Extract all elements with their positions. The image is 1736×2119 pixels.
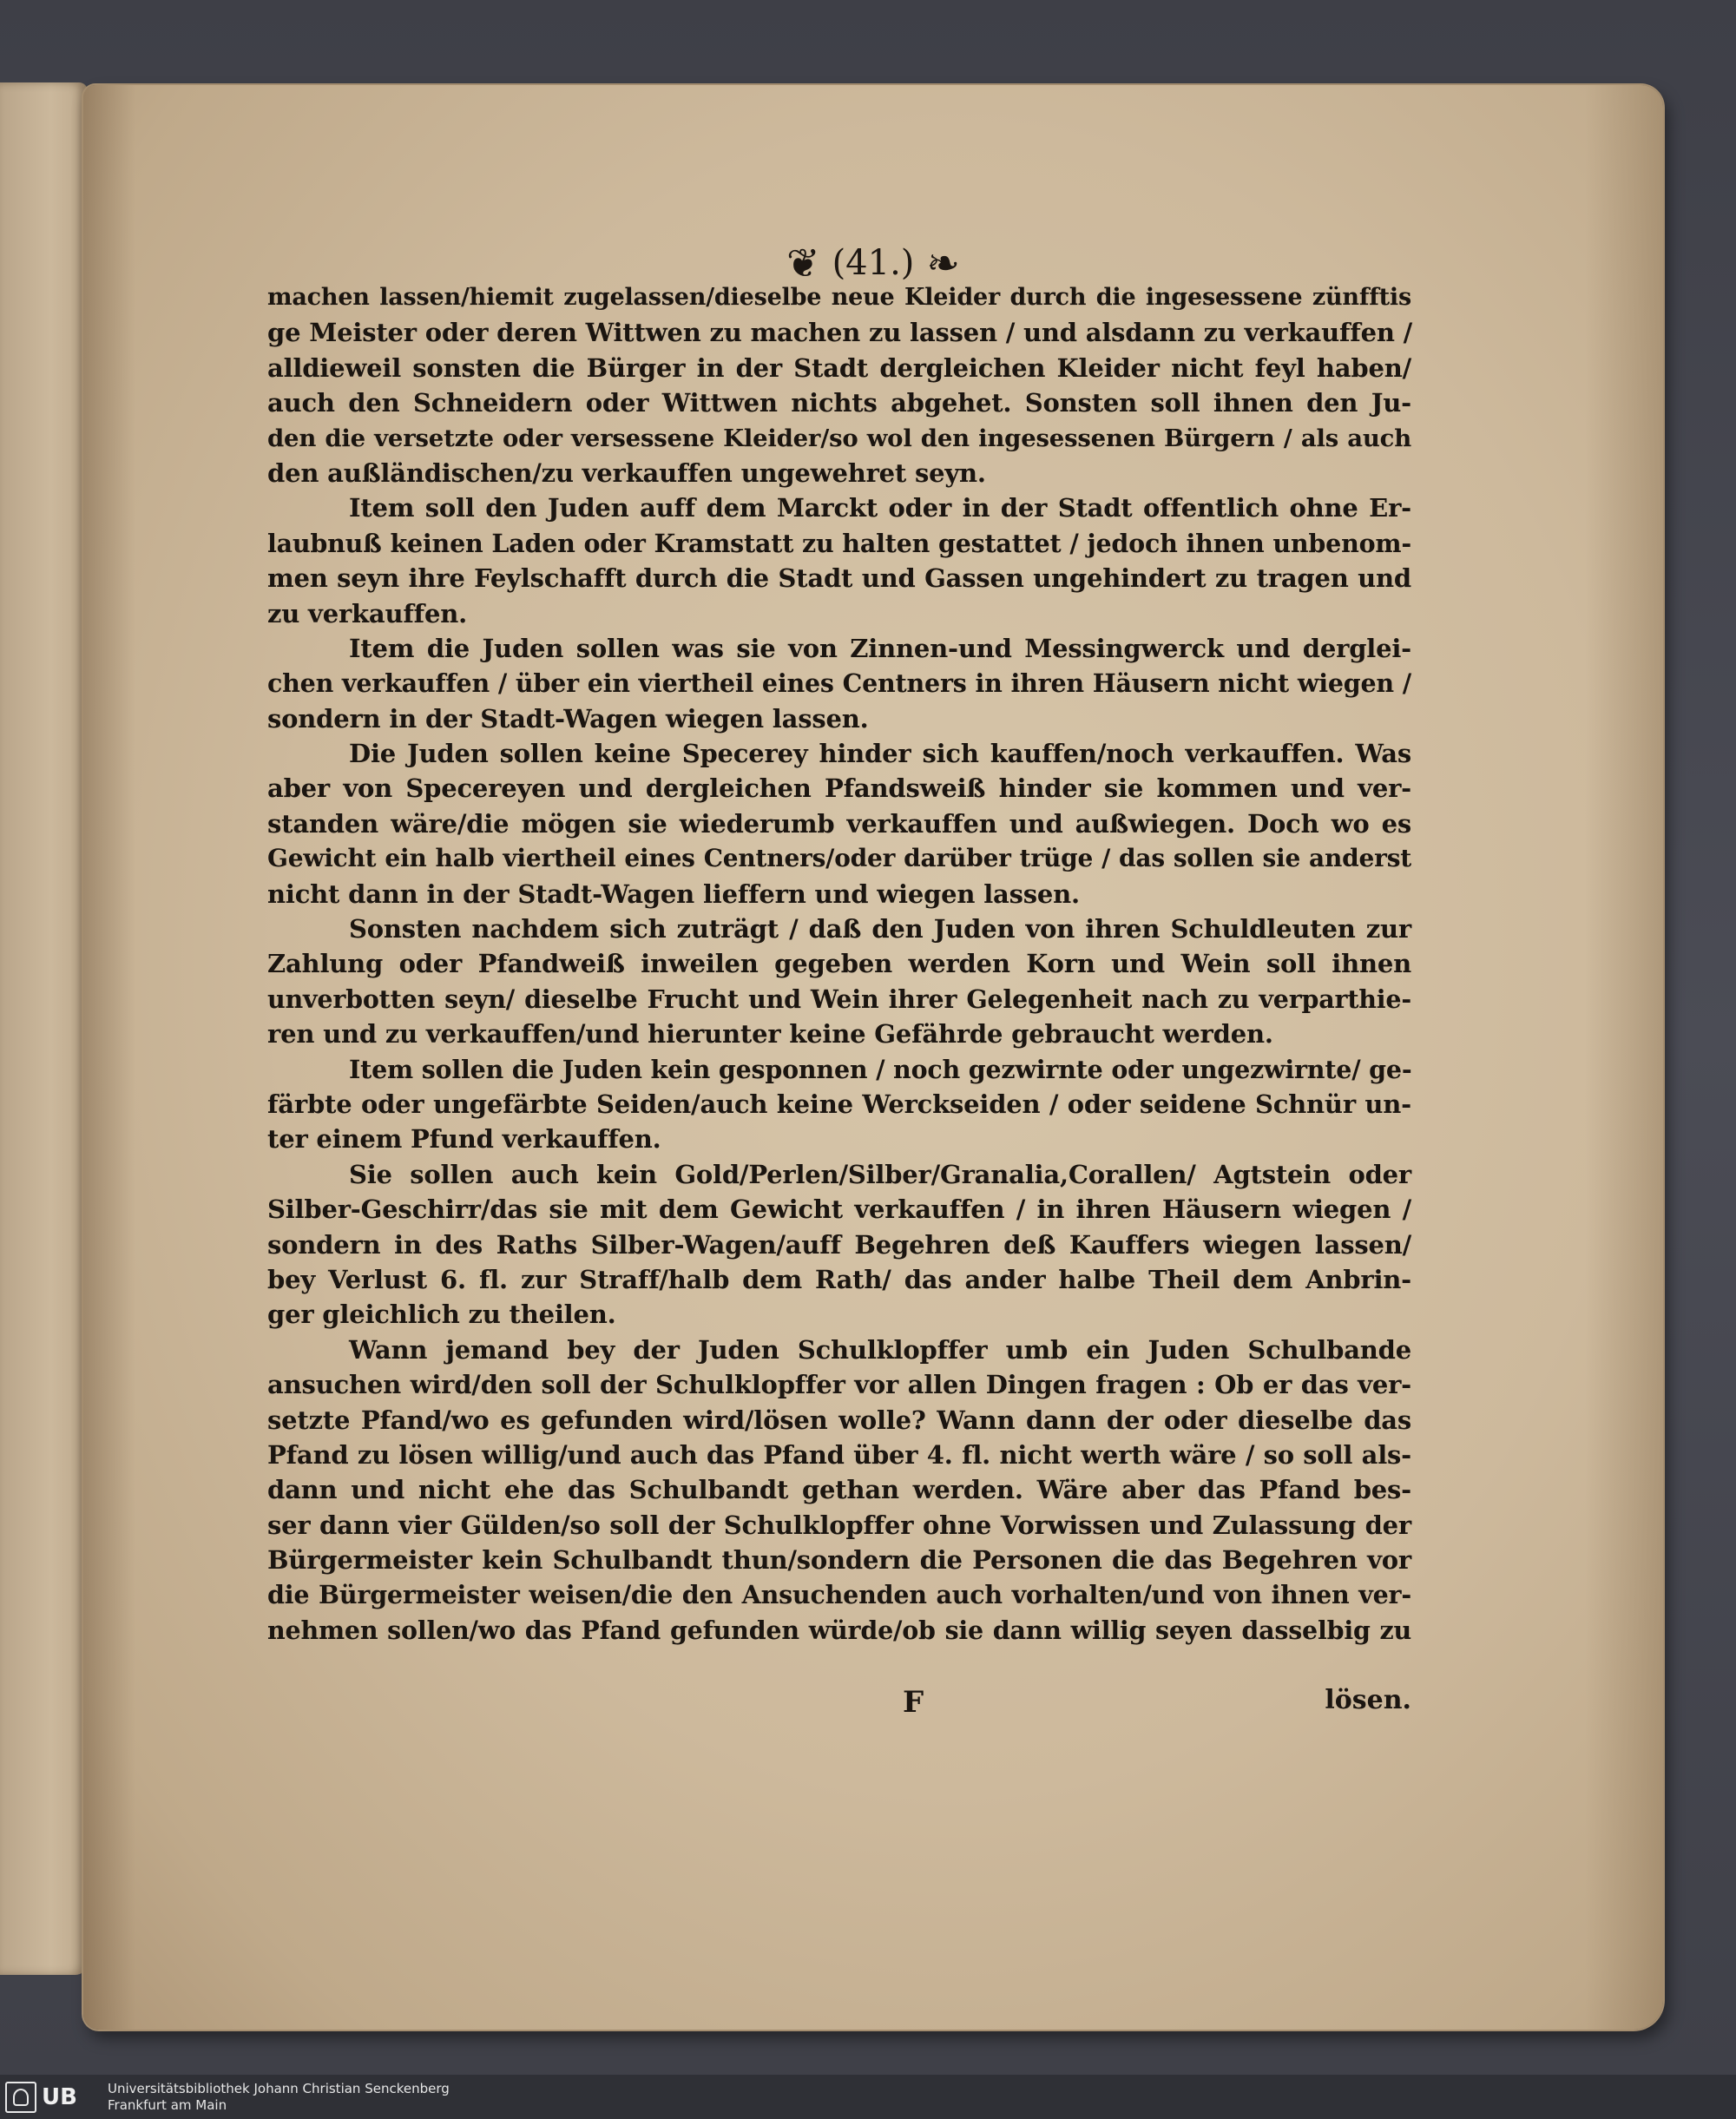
- text-line: standen wäre/die mögen sie wiederumb verkauffen und außwiegen. Doch wo es: [267, 808, 1411, 839]
- library-footer-bar: [0, 2075, 1736, 2119]
- text-line: machen lassen/hiemit zugelassen/dieselbe neue Kleider durch die ingesessene zünfftis: [267, 284, 1411, 311]
- catchword: lösen.: [1325, 1685, 1411, 1715]
- ornament-right-icon: ❧: [926, 240, 960, 286]
- page-number: (41.): [832, 243, 915, 283]
- text-line: auch den Schneidern oder Wittwen nichts abgehet. Sonsten soll ihnen den Ju-: [267, 388, 1411, 418]
- text-line: ren und zu verkauffen/und hierunter keine Gefährde gebraucht werden.: [267, 1019, 1273, 1050]
- text-line: Gewicht ein halb viertheil eines Centners/oder darüber trüge / das sollen sie anderst: [267, 844, 1411, 873]
- text-line: färbte oder ungefärbte Seiden/auch keine Werckseiden / oder seidene Schnür un-: [267, 1089, 1411, 1119]
- text-line: dann und nicht ehe das Schulbandt gethan werden. Wäre aber das Pfand bes-: [267, 1475, 1411, 1505]
- ornament-left-icon: ❦: [786, 240, 820, 286]
- text-line: die Bürgermeister weisen/die den Ansuchenden auch vorhalten/und von ihnen ver-: [267, 1580, 1411, 1610]
- text-line: Wann jemand bey der Juden Schulklopffer umb ein Juden Schulbande: [349, 1334, 1411, 1365]
- text-line: alldieweil sonsten die Bürger in der Stadt dergleichen Kleider nicht feyl haben/: [267, 352, 1411, 383]
- text-line: Silber-Geschirr/das sie mit dem Gewicht verkauffen / in ihren Häusern wiegen /: [267, 1194, 1411, 1225]
- text-line: den außländischen/zu verkauffen ungewehret seyn.: [267, 457, 986, 488]
- text-line: bey Verlust 6. fl. zur Straff/halb dem Rath/ das ander halbe Theil dem Anbrin-: [267, 1264, 1411, 1294]
- text-line: sondern in des Raths Silber-Wagen/auff Begehren deß Kauffers wiegen lassen/: [267, 1229, 1411, 1260]
- text-line: zu verkauffen.: [267, 598, 467, 628]
- library-logo-text: UB: [42, 2083, 77, 2110]
- text-line: nehmen sollen/wo das Pfand gefunden würde/ob sie dann willig seyen dasselbig zu: [267, 1615, 1411, 1645]
- library-name-line-1: Universitätsbibliothek Johann Christian Senckenberg: [108, 2080, 450, 2096]
- text-line: Pfand zu lösen willig/und auch das Pfand über 4. fl. nicht werth wäre / so soll als-: [267, 1439, 1411, 1470]
- text-line: setzte Pfand/wo es gefunden wird/lösen wolle? Wann dann der oder dieselbe das: [267, 1405, 1411, 1435]
- text-line: Item soll den Juden auff dem Marckt oder in der Stadt offentlich ohne Er-: [349, 493, 1411, 523]
- text-line: aber von Specereyen und dergleichen Pfandsweiß hinder sie kommen und ver-: [267, 773, 1411, 804]
- text-line: Zahlung oder Pfandweiß inweilen gegeben werden Korn und Wein soll ihnen: [267, 949, 1411, 979]
- document-page: [83, 85, 1663, 2030]
- text-line: unverbotten seyn/ dieselbe Frucht und Wein ihrer Gelegenheit nach zu verparthie-: [267, 984, 1411, 1014]
- text-line: ansuchen wird/den soll der Schulklopffer vor allen Dingen fragen : Ob er das ver-: [267, 1370, 1411, 1400]
- text-line: men seyn ihre Feylschafft durch die Stadt und Gassen ungehindert zu tragen und: [267, 563, 1411, 594]
- signature-mark: F: [903, 1685, 924, 1720]
- text-line: sondern in der Stadt-Wagen wiegen lassen.: [267, 703, 869, 734]
- text-line: Sie sollen auch kein Gold/Perlen/Silber/Granalia,Corallen/ Agtstein oder: [349, 1159, 1411, 1189]
- text-line: chen verkauffen / über ein viertheil eines Centners in ihren Häusern nicht wiegen /: [267, 668, 1411, 699]
- text-line: laubnuß keinen Laden oder Kramstatt zu halten gestattet / jedoch ihnen unbenom-: [267, 528, 1411, 558]
- library-name: [108, 2081, 450, 2114]
- text-line: den die versetzte oder versessene Kleider/so wol den ingesessenen Bürgern / als auch: [267, 424, 1411, 452]
- text-line: Sonsten nachdem sich zuträgt / daß den Juden von ihren Schuldleuten zur: [349, 914, 1411, 944]
- text-line: nicht dann in der Stadt-Wagen lieffern und wiegen lassen.: [267, 879, 1080, 909]
- library-name-line-2: Frankfurt am Main: [108, 2096, 227, 2113]
- body-text: [267, 280, 1411, 1648]
- text-line: Item die Juden sollen was sie von Zinnen-und Messingwerck und derglei-: [349, 633, 1411, 663]
- page-footer: [267, 1685, 1411, 1723]
- text-line: Bürgermeister kein Schulbandt thun/sondern die Personen die das Begehren vor: [267, 1545, 1411, 1576]
- text-line: ter einem Pfund verkauffen.: [267, 1124, 661, 1155]
- library-crest-icon: [5, 2082, 36, 2113]
- text-line: Die Juden sollen keine Specerey hinder sich kauffen/noch verkauffen. Was: [349, 739, 1411, 769]
- text-line: ser dann vier Gülden/so soll der Schulklopffer ohne Vorwissen und Zulassung der: [267, 1510, 1411, 1540]
- previous-page-edge: [0, 82, 88, 1975]
- library-logo[interactable]: [5, 2080, 95, 2115]
- text-line: Item sollen die Juden kein gesponnen / noch gezwirnte oder ungezwirnte/ ge-: [349, 1054, 1412, 1084]
- text-line: ge Meister oder deren Wittwen zu machen zu lassen / und alsdann zu verkauffen /: [267, 318, 1412, 348]
- text-line: ger gleichlich zu theilen.: [267, 1300, 616, 1330]
